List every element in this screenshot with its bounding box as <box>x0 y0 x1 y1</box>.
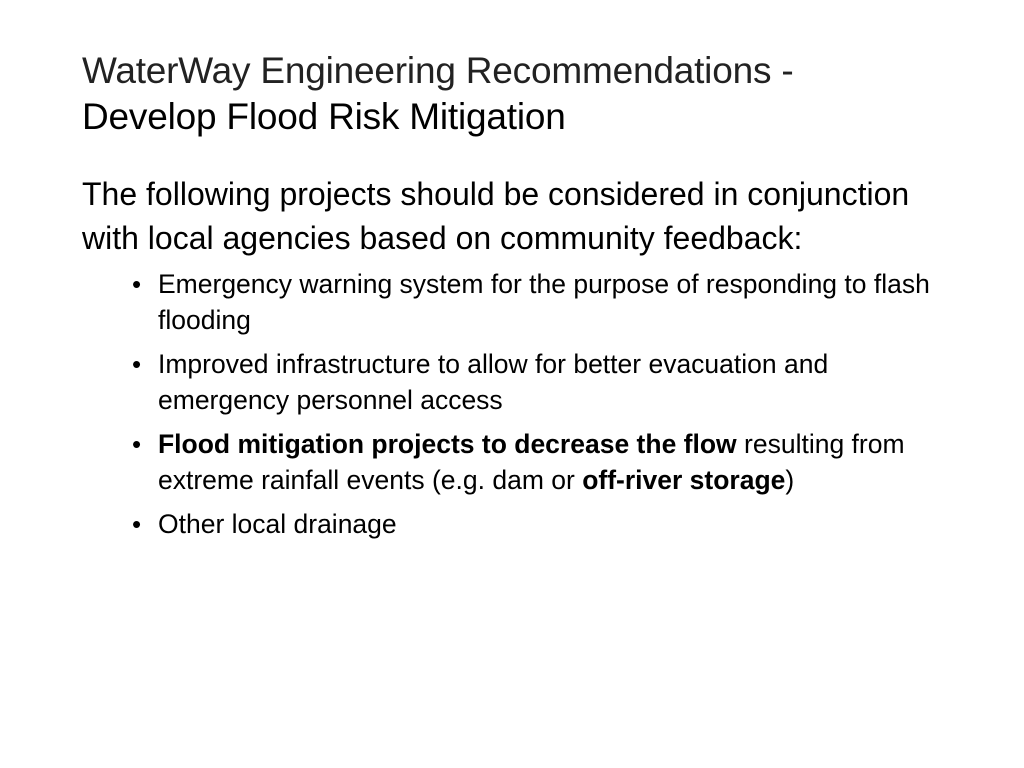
bullet-bold-text: Flood mitigation projects to decrease the flow <box>158 429 737 459</box>
bullet-item-local-drainage <box>132 506 962 542</box>
slide-title <box>82 48 982 140</box>
bullet-icon: • <box>132 509 142 539</box>
bullet-item-flood-mitigation <box>132 426 962 498</box>
bullet-bold-text: off-river storage <box>582 465 786 495</box>
intro-paragraph: The following projects should be considered in conjunction with local agencies based on community feedback: <box>82 176 910 256</box>
bullet-icon: • <box>132 429 142 459</box>
bullet-text: Emergency warning system for the purpose of responding to flash flooding <box>158 269 930 335</box>
bullet-text: Other local drainage <box>158 509 397 539</box>
bullet-list <box>82 266 962 542</box>
bullet-text: resulting from extreme rainfall events (e.g. dam or <box>158 429 905 495</box>
slide-body <box>82 172 962 550</box>
bullet-icon: • <box>132 269 142 299</box>
bullet-text: Improved infrastructure to allow for better evacuation and emergency personnel access <box>158 349 829 415</box>
title-line-1: WaterWay Engineering Recommendations - <box>82 50 794 91</box>
title-line-2: Develop Flood Risk Mitigation <box>82 96 566 137</box>
bullet-item-infrastructure <box>132 346 962 418</box>
bullet-icon: • <box>132 349 142 379</box>
bullet-text: ) <box>785 465 795 495</box>
bullet-item-warning-system <box>132 266 962 338</box>
